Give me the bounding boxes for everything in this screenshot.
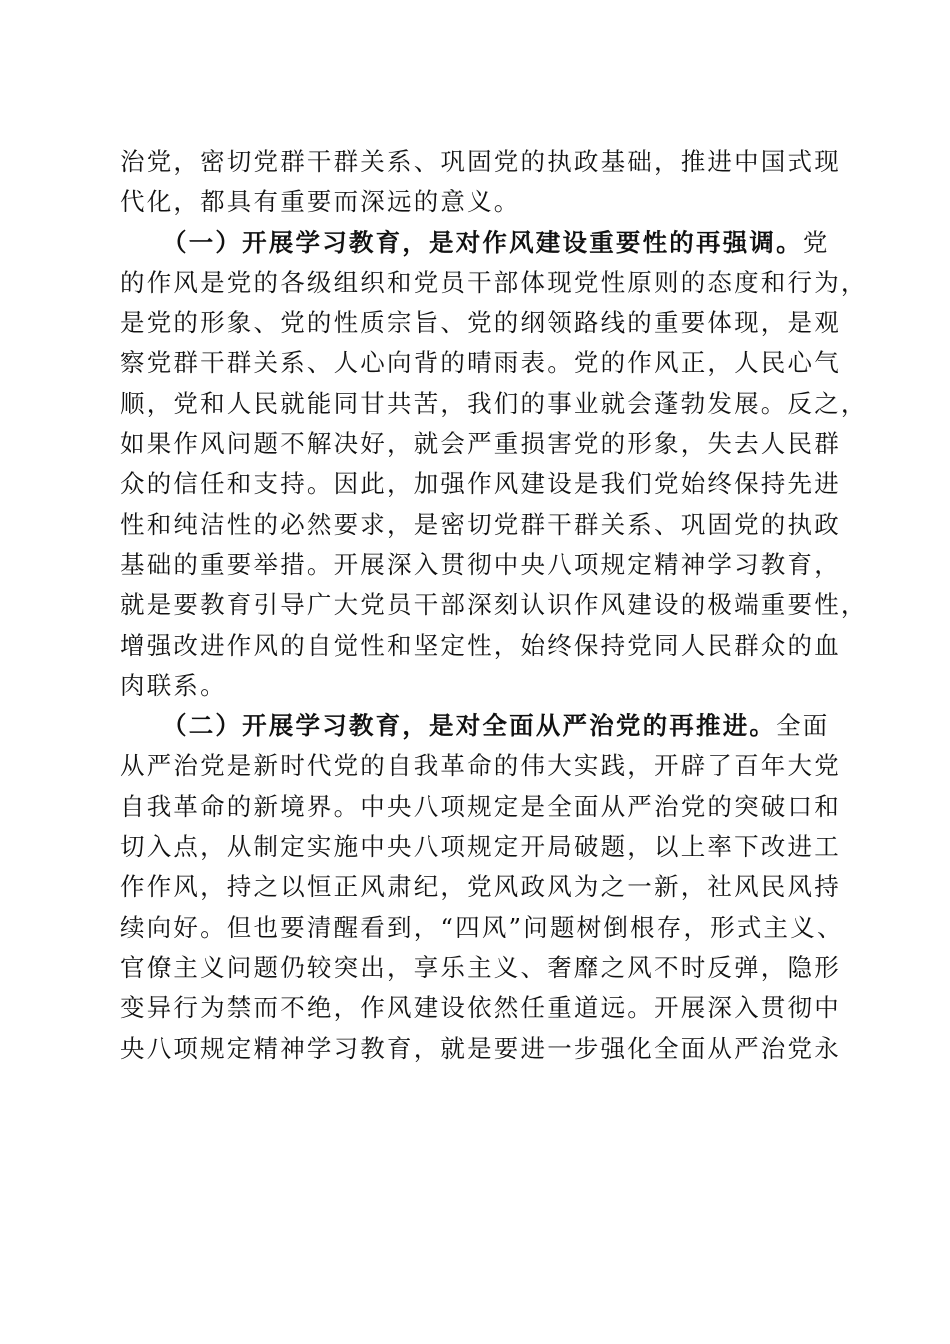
section-two-heading: （二）开展学习教育，是对全面从严治党的再推进。 (162, 711, 777, 741)
section-two-first-line (120, 706, 840, 746)
text-line: 是党的形象、党的性质宗旨、党的纲领路线的重要体现，是观 (120, 308, 841, 338)
text-line: 官僚主义问题仍较突出，享乐主义、奢靡之风不时反弹，隐形 (120, 952, 841, 982)
text-line: 基础的重要举措。开展深入贯彻中央八项规定精神学习教育， (120, 549, 841, 579)
text-line: 央八项规定精神学习教育，就是要进一步强化全面从严治党永 (120, 1033, 841, 1063)
text-line: 切入点，从制定实施中央八项规定开局破题，以上率下改进工 (120, 832, 841, 862)
text-line: 作作风，持之以恒正风肃纪，党风政风为之一新，社风民风持 (120, 872, 841, 902)
text-line: 顺，党和人民就能同甘共苦，我们的事业就会蓬勃发展。反之， (120, 388, 868, 418)
text-line: 续向好。但也要清醒看到，“四风”问题树倒根存，形式主义、 (120, 912, 844, 942)
text-line: 肉联系。 (120, 670, 227, 700)
text-line: 代化，都具有重要而深远的意义。 (120, 187, 521, 217)
section-two-first-line-rest: 全面 (776, 711, 830, 741)
body-text (120, 142, 868, 1069)
text-line: 如果作风问题不解决好，就会严重损害党的形象，失去人民群 (120, 429, 841, 459)
text-line: 众的信任和支持。因此，加强作风建设是我们党始终保持先进 (120, 469, 841, 499)
text-line: 变异行为禁而不绝，作风建设依然任重道远。开展深入贯彻中 (120, 993, 841, 1023)
text-line: 就是要教育引导广大党员干部深刻认识作风建设的极端重要性， (120, 590, 868, 620)
section-one-first-line (120, 223, 840, 263)
text-line: 从严治党是新时代党的自我革命的伟大实践，开辟了百年大党 (120, 751, 841, 781)
section-one-heading: （一）开展学习教育，是对作风建设重要性的再强调。 (162, 227, 803, 257)
text-line: 察党群干群关系、人心向背的晴雨表。党的作风正，人民心气 (120, 348, 841, 378)
text-line: 性和纯洁性的必然要求，是密切党群干群关系、巩固党的执政 (120, 509, 841, 539)
text-line: 增强改进作风的自觉性和坚定性，始终保持党同人民群众的血 (120, 630, 841, 660)
text-line: 自我革命的新境界。中央八项规定是全面从严治党的突破口和 (120, 791, 841, 821)
text-line: 的作风是党的各级组织和党员干部体现党性原则的态度和行为， (120, 267, 868, 297)
text-line: 治党，密切党群干群关系、巩固党的执政基础，推进中国式现 (120, 147, 841, 176)
section-one-first-line-rest: 党 (802, 227, 830, 257)
